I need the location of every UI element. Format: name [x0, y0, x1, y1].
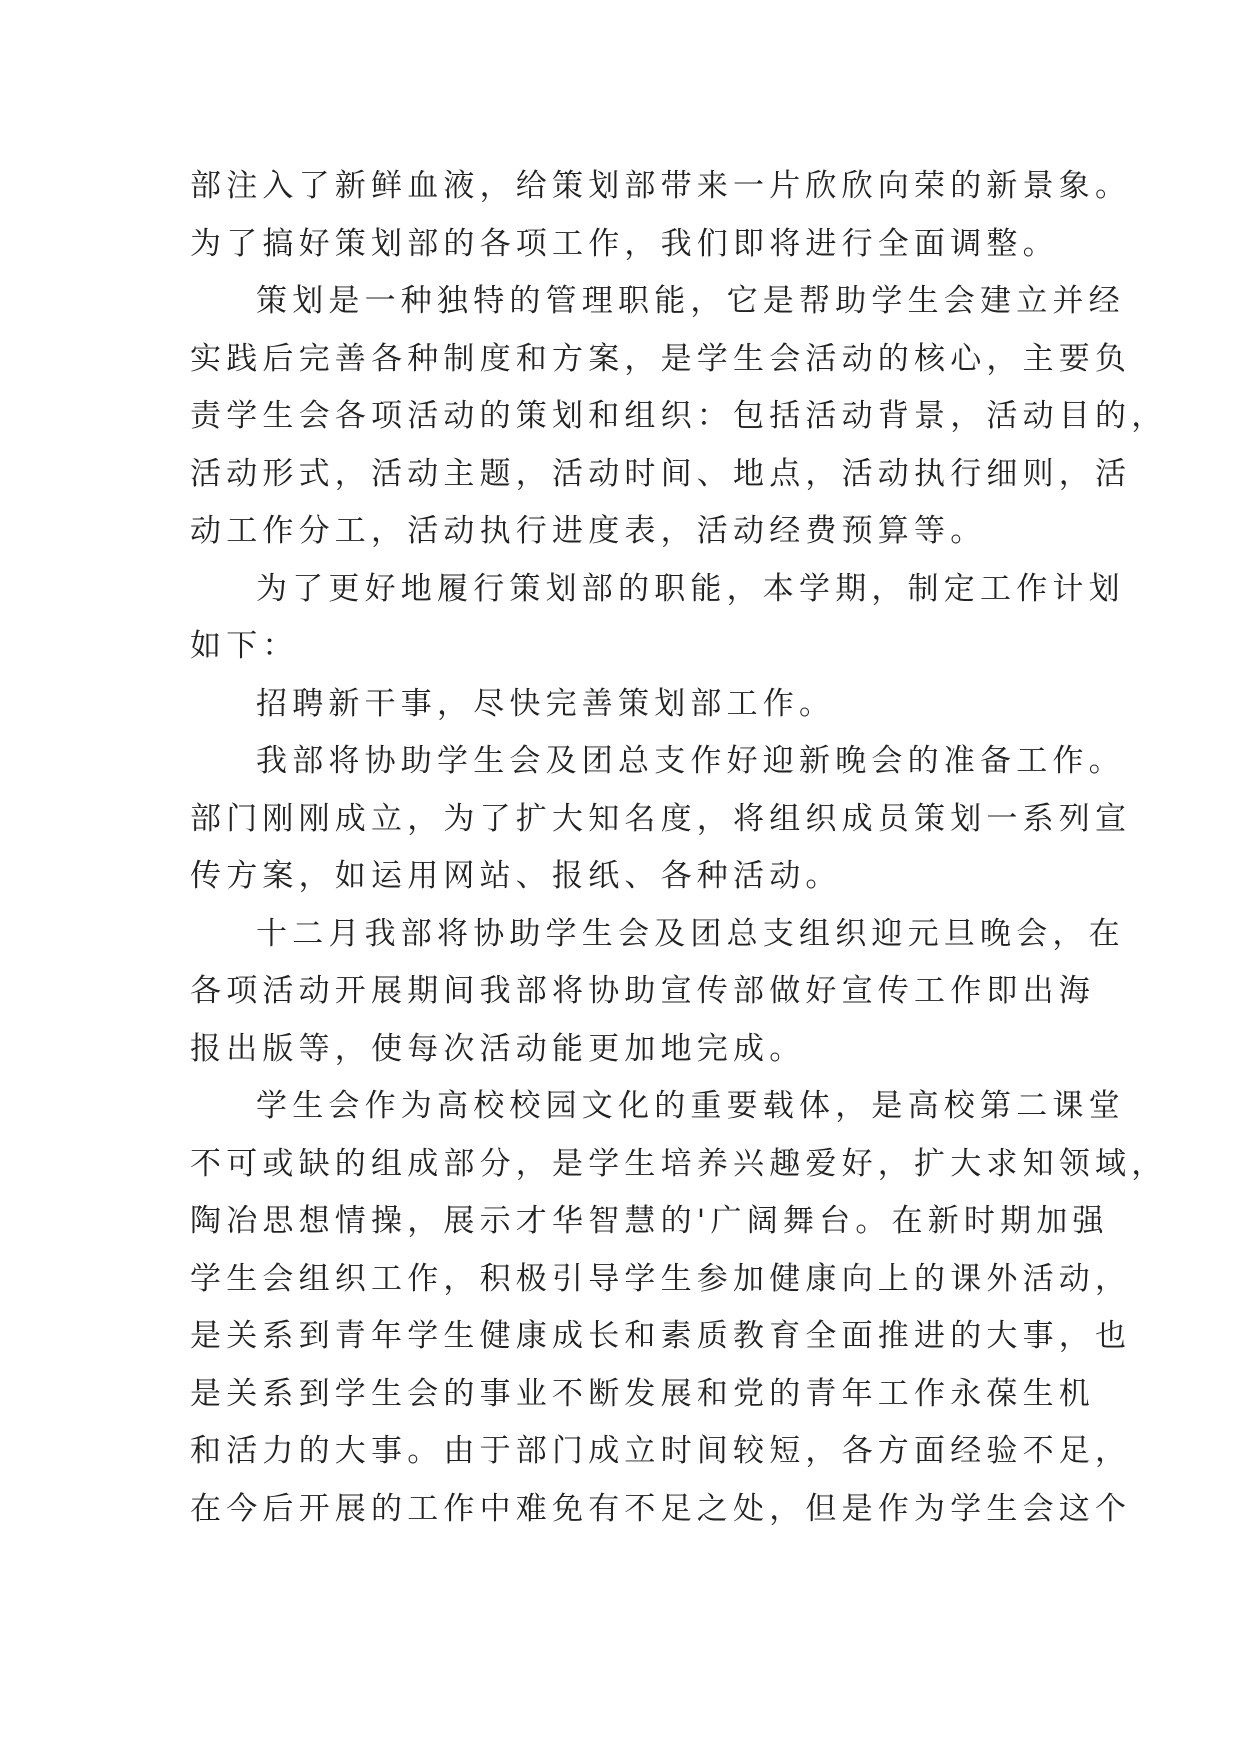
text-line: 部门刚刚成立，为了扩大知名度，将组织成员策划一系列宣	[190, 800, 1132, 837]
text-line: 不可或缺的组成部分，是学生培养兴趣爱好，扩大求知领域，	[190, 1145, 1168, 1182]
text-line: 十二月我部将协助学生会及团总支组织迎元旦晚会，在	[256, 915, 1125, 952]
text-line: 各项活动开展期间我部将协助宣传部做好宣传工作即出海	[190, 973, 1095, 1009]
text-line: 陶冶思想情操，展示才华智慧的'广阔舞台。在新时期加强	[190, 1203, 1109, 1239]
text-line: 在今后开展的工作中难免有不足之处，但是作为学生会这个	[190, 1490, 1132, 1527]
text-line: 活动形式，活动主题，活动时间、地点，活动执行细则，活	[190, 455, 1132, 492]
text-line: 动工作分工，活动执行进度表，活动经费预算等。	[190, 513, 987, 549]
text-line: 实践后完善各种制度和方案，是学生会活动的核心，主要负	[190, 340, 1132, 377]
text-line: 如下：	[190, 628, 299, 664]
text-line: 责学生会各项活动的策划和组织：包括活动背景，活动目的，	[190, 398, 1168, 434]
text-line: 学生会组织工作，积极引导学生参加健康向上的课外活动，	[190, 1260, 1132, 1297]
text-line: 招聘新干事，尽快完善策划部工作。	[256, 685, 836, 722]
text-line: 为了搞好策划部的各项工作，我们即将进行全面调整。	[190, 225, 1059, 262]
text-line: 和活力的大事。由于部门成立时间较短，各方面经验不足，	[190, 1433, 1132, 1469]
text-line: 报出版等，使每次活动能更加地完成。	[190, 1030, 806, 1067]
text-line: 传方案，如运用网站、报纸、各种活动。	[190, 858, 842, 894]
body-text	[190, 158, 1168, 1538]
text-line: 部注入了新鲜血液，给策划部带来一片欣欣向荣的新景象。	[190, 168, 1132, 204]
text-line: 我部将协助学生会及团总支作好迎新晚会的准备工作。	[256, 743, 1125, 779]
text-line: 策划是一种独特的管理职能，它是帮助学生会建立并经	[256, 283, 1125, 319]
text-line: 是关系到青年学生健康成长和素质教育全面推进的大事，也	[190, 1318, 1132, 1354]
text-line: 学生会作为高校校园文化的重要载体，是高校第二课堂	[256, 1088, 1125, 1124]
text-line: 为了更好地履行策划部的职能，本学期，制定工作计划	[256, 570, 1125, 607]
text-line: 是关系到学生会的事业不断发展和党的青年工作永葆生机	[190, 1375, 1095, 1412]
